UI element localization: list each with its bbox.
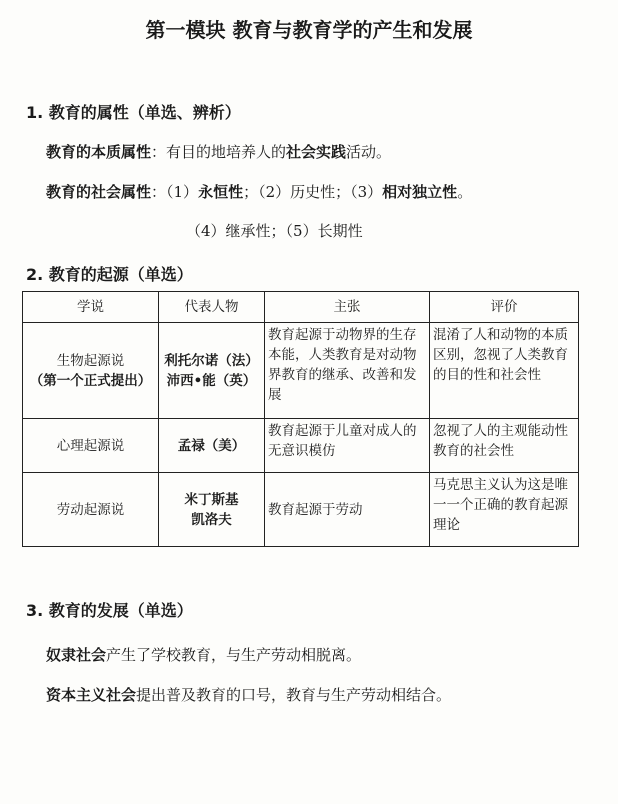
social-attribute-keyword-1: 永恒性 <box>198 183 244 201</box>
capitalist-society-line <box>46 684 451 705</box>
social-attribute-keyword-2: 相对独立性 <box>382 183 458 201</box>
evaluation-cell: 混淆了人和动物的本质区别，忽视了人类教育的目的性和社会性 <box>430 323 579 419</box>
essential-attribute-end: 活动。 <box>346 143 392 161</box>
person-name: 孟禄（美） <box>177 437 246 454</box>
essential-attribute-label: 教育的本质属性 <box>46 143 152 161</box>
theory-cell <box>23 473 159 547</box>
essential-attribute-keyword: 社会实践 <box>286 143 347 161</box>
slave-society-text: 产生了学校教育，与生产劳动相脱离。 <box>106 646 362 664</box>
people-cell <box>159 323 265 419</box>
table-row <box>23 473 579 547</box>
claim-cell: 教育起源于劳动 <box>265 473 430 547</box>
theory-cell <box>23 419 159 473</box>
social-attribute-text-2: ；（2）历史性；（3） <box>243 183 383 201</box>
social-attribute-text-1: ：（1） <box>151 183 199 201</box>
evaluation-cell: 马克思主义认为这是唯一一个正确的教育起源理论 <box>430 473 579 547</box>
section-heading-origin: 2. 教育的起源（单选） <box>26 265 193 284</box>
origin-table <box>22 291 579 547</box>
table-row <box>23 419 579 473</box>
person-name: 凯洛夫 <box>191 511 232 528</box>
table-header-row <box>23 292 579 323</box>
section-heading-attributes: 1. 教育的属性（单选、辨析） <box>26 103 241 122</box>
section-heading-development: 3. 教育的发展（单选） <box>26 601 193 620</box>
theory-name: 心理起源说 <box>56 437 125 454</box>
essential-attribute-text: ：有目的地培养人的 <box>151 143 287 161</box>
table-header: 评价 <box>430 292 579 323</box>
page-title: 第一模块 教育与教育学的产生和发展 <box>145 18 473 42</box>
slave-society-keyword: 奴隶社会 <box>46 646 107 664</box>
evaluation-cell: 忽视了人的主观能动性教育的社会性 <box>430 419 579 473</box>
claim-cell: 教育起源于儿童对成人的无意识模仿 <box>265 419 430 473</box>
table-row <box>23 323 579 419</box>
table-header: 代表人物 <box>159 292 265 323</box>
table-header: 学说 <box>23 292 159 323</box>
person-name: 米丁斯基 <box>184 491 239 508</box>
social-attribute-line-2: （4）继承性；（5）长期性 <box>186 222 363 240</box>
person-name: 利托尔诺（法） <box>164 352 259 369</box>
theory-name: 生物起源说 <box>56 352 125 369</box>
social-attribute-end: 。 <box>457 183 473 201</box>
theory-note: （第一个正式提出） <box>29 372 152 389</box>
claim-cell: 教育起源于动物界的生存本能，人类教育是对动物界教育的继承、改善和发展 <box>265 323 430 419</box>
theory-name: 劳动起源说 <box>56 501 125 518</box>
capitalist-society-text: 提出普及教育的口号，教育与生产劳动相结合。 <box>136 686 452 704</box>
slave-society-line <box>46 644 361 665</box>
essential-attribute-line <box>46 141 391 162</box>
social-attribute-label: 教育的社会属性 <box>46 183 152 201</box>
capitalist-society-keyword: 资本主义社会 <box>46 686 137 704</box>
table-header: 主张 <box>265 292 430 323</box>
theory-cell <box>23 323 159 419</box>
person-name: 沛西•能（英） <box>166 372 257 389</box>
people-cell <box>159 419 265 473</box>
people-cell <box>159 473 265 547</box>
social-attribute-line <box>46 181 472 202</box>
